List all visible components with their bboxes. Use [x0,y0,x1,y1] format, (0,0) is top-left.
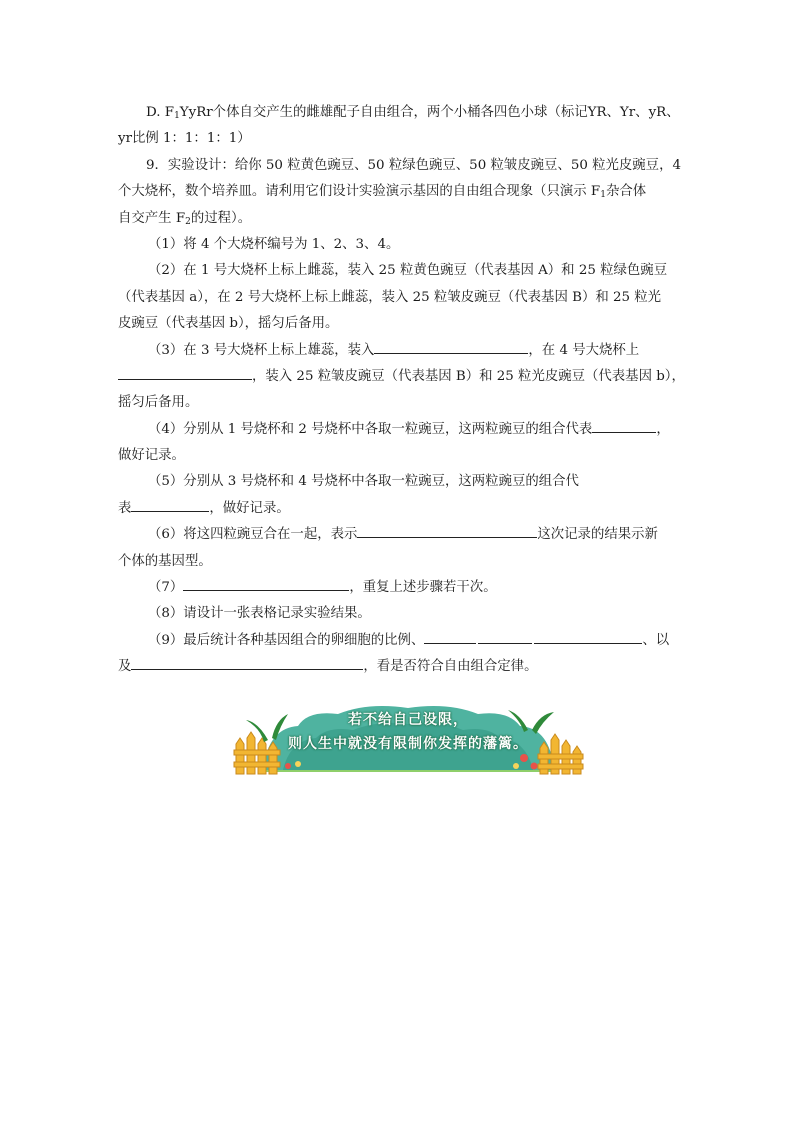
step-3-line-2: ，装入 25 粒皱皮豌豆（代表基因 B）和 25 粒光皮豌豆（代表基因 b）， [118,364,678,390]
answer-blank[interactable] [131,496,209,512]
step-9-line-1: （9）最后统计各种基因组合的卵细胞的比例、 、以 [118,628,678,654]
step-1: （1）将 4 个大烧杯编号为 1、2、3、4。 [148,236,400,252]
motto-text [228,708,588,756]
answer-blank[interactable] [118,364,252,380]
answer-blank[interactable] [478,628,532,644]
step-6-line-1: （6）将这四粒豌豆合在一起，表示 这次记录的结果示新 [118,522,678,548]
answer-blank[interactable] [592,417,656,433]
step-5-line-1: （5）分别从 3 号烧杯和 4 号烧杯中各取一粒豌豆，这两粒豌豆的组合代 [148,474,579,490]
step-3-line-3: 摇匀后备用。 [118,395,199,411]
answer-blank[interactable] [374,338,528,354]
step-7: （7） ，重复上述步骤若干次。 [118,575,678,601]
document-body [118,100,685,681]
step-5-line-2: 表 ，做好记录。 [118,496,678,522]
answer-blank[interactable] [534,628,642,644]
step-3-line-1: （3）在 3 号大烧杯上标上雄蕊，装入 ，在 4 号大烧杯上 [118,338,678,364]
answer-blank[interactable] [183,575,349,591]
option-d-line-2: yr比例 1：1：1：1） [118,131,251,147]
answer-blank[interactable] [357,522,537,538]
motto-line-2: 则人生中就没有限制你发挥的藩篱。 [288,736,528,752]
step-6-line-2: 个体的基因型。 [118,553,212,569]
step-2-line-3: 皮豌豆（代表基因 b），摇匀后备用。 [118,316,339,332]
motto-line-1: 若不给自己设限， [348,712,468,728]
option-d-line-1: D. $F_1YyRr$个体自交产生的雌雄配子自由组合，两个小桶各四色小球（标记YR、Yr、yR、 [146,105,680,121]
step-4-line-2: 做好记录。 [118,448,185,464]
step-4-line-1: （4）分别从 1 号烧杯和 2 号烧杯中各取一粒豌豆，这两粒豌豆的组合代表 ， [118,417,678,443]
motto-banner [228,700,588,776]
step-2-line-2: （代表基因 a），在 2 号大烧杯上标上雌蕊，装入 25 粒皱皮豌豆（代表基因 B）和 25 粒光 [118,289,662,305]
step-8: （8）请设计一张表格记录实验结果。 [148,606,371,622]
step-2-line-1: （2）在 1 号大烧杯上标上雌蕊，装入 25 粒黄色豌豆（代表基因 A）和 25 粒绿色豌豆 [148,263,668,279]
question-9-intro-1: 9．实验设计：给你 50 粒黄色豌豆、50 粒绿色豌豆、50 粒皱皮豌豆、50 粒光皮豌豆，4 [146,157,681,173]
question-9-intro-3: 自交产生 $F_2$的过程）。 [118,210,252,227]
question-9-intro-2: 个大烧杯，数个培养皿。请利用它们设计实验演示基因的自由组合现象（只演示 $F_1$杂合体 [118,184,647,201]
answer-blank[interactable] [131,654,363,670]
answer-blank[interactable] [424,628,476,644]
step-9-line-2: 及 ，看是否符合自由组合定律。 [118,654,678,680]
